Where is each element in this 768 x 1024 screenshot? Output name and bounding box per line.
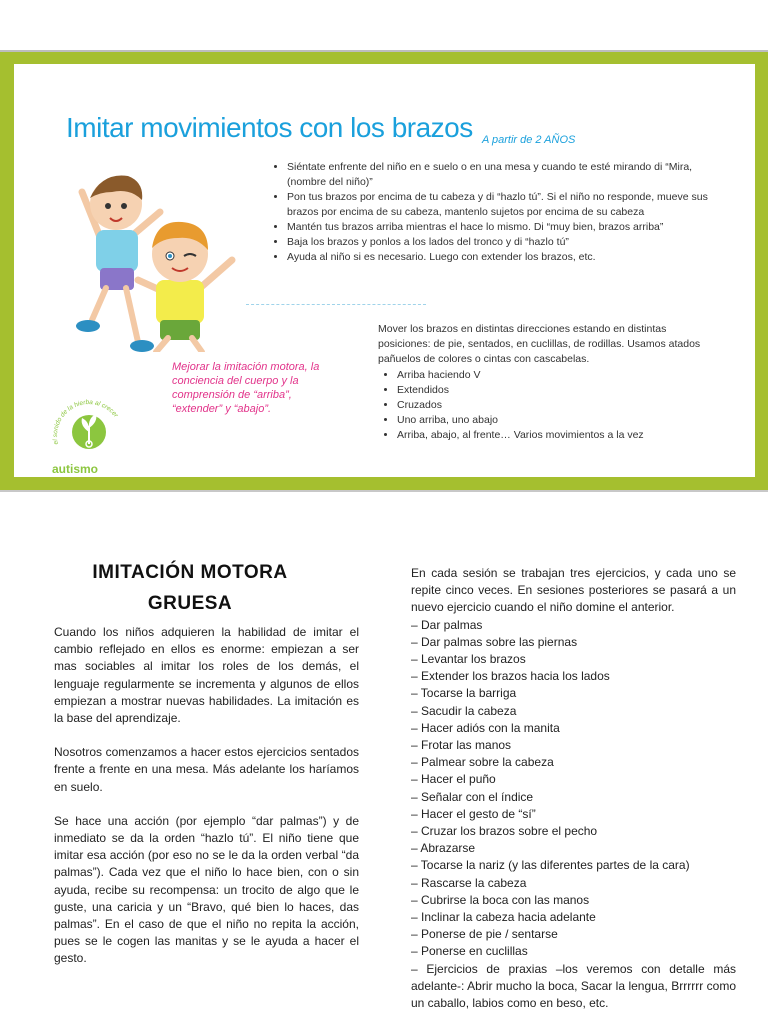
exercise-item: – Hacer el puño — [411, 772, 496, 787]
exercise-item: – Extender los brazos hacia los lados — [411, 669, 610, 684]
exercise-item: – Hacer el gesto de “sí” — [411, 806, 536, 821]
age-tag: A partir de 2 AÑOS — [482, 134, 576, 146]
article-title-line2: GRUESA — [147, 593, 233, 614]
instruction-item: • Pon tus brazos por encima de tu cabeza y di “hazlo tú”. Si el niño no responde, mueve sus brazos por encima de su cabeza, mantenlo sujetos por encima de su cabeza — [287, 190, 717, 220]
exercise-item: – Ponerse de pie / sentarse — [411, 927, 558, 942]
movements-list — [379, 368, 644, 443]
instruction-item: • Mantén tus brazos arriba mientras el hace lo mismo. Di “muy bien, brazos arriba” — [287, 220, 717, 235]
movement-intro: Mover los brazos en distintas direcciones estando en distintas posiciones: de pie, sentados, en cuclillas, de rodillas. Usamos atados pañuelos de colores o cintas con cascabelas. — [378, 323, 701, 365]
exercise-item: – Inclinar la cabeza hacia adelante — [411, 910, 596, 925]
article-title-line1: IMITACIÓN MOTORA — [92, 562, 288, 583]
exercises-list — [411, 617, 736, 961]
exercise-item: – Hacer adiós con la manita — [411, 720, 560, 735]
exercise-item: – Levantar los brazos — [411, 652, 526, 667]
card-title: Imitar movimientos con los brazos — [66, 112, 473, 143]
exercise-item: – Ponerse en cuclillas — [411, 944, 528, 959]
instruction-item: • Siéntate enfrente del niño en e suelo o en una mesa y cuando te esté mirando di “Mira, (nombre del niño)” — [287, 160, 717, 190]
movement-item: • Uno arriba, uno abajo — [397, 413, 644, 428]
autismo-logo — [44, 382, 134, 472]
kid-front — [138, 222, 232, 352]
kid-back — [76, 175, 160, 352]
exercise-item: – Rascarse la cabeza — [411, 875, 527, 890]
exercise-item: – Abrazarse — [411, 841, 476, 856]
logo-wordmark: autismo — [52, 462, 99, 476]
instruction-item: • Ayuda al niño si es necesario. Luego con extender los brazos, etc. — [287, 250, 717, 265]
exercise-item: – Cruzar los brazos sobre el pecho — [411, 824, 598, 839]
article-paragraph: Se hace una acción (por ejemplo “dar palmas”) y de inmediato se da la orden “hazlo tú”. El niño tiene que imitar esa acción (por eso no se le da la orden verbal “da palmas”). Cada vez que el niño lo hace bien, con o sin ayuda, recibe su recompensa: un trocito de algo que le guste, una caricia y un “Bravo, qué bien lo haces, das palmas”. En el caso de que el niño no repita la acción, pues se le cogen las manitas y se le ayuda a hacer el gesto. — [54, 813, 359, 966]
kids-illustration — [52, 162, 252, 352]
exercise-item: – Tocarse la barriga — [411, 686, 517, 701]
activity-card — [0, 52, 768, 490]
instruction-item: • Baja los brazos y ponlos a los lados del tronco y di “hazlo tú” — [287, 235, 717, 250]
article-paragraph: Cuando los niños adquieren la habilidad de imitar el cambio reflejado en ellos es enorme: empiezan a ser mas sociables al imitar los roles de los demás, el lenguaje regularmente se incrementa y algunos de ellos empiezan a mostrar nuevas habilidades. La imitación es la base del aprendizaje. — [54, 625, 359, 726]
article-right-column — [411, 565, 736, 1012]
movement-item: • Arriba haciendo V — [397, 368, 644, 383]
goal-text: Mejorar la imitación motora, la conciencia del cuerpo y la comprensión de “arriba”, “extender” y “abajo”. — [172, 361, 320, 415]
exercises-intro: En cada sesión se trabajan tres ejercicios, y cada uno se repite cinco veces. En sesiones posteriores se pasará a un nuevo ejercicio cuando el niño domine el anterior. — [411, 566, 736, 615]
exercise-item: – Tocarse la nariz (y las diferentes partes de la cara) — [411, 858, 690, 873]
activity-card-body — [14, 64, 755, 477]
exercise-item: – Dar palmas — [411, 617, 483, 632]
exercise-item: – Frotar las manos — [411, 738, 512, 753]
article-paragraph: Nosotros comenzamos a hacer estos ejercicios sentados frente a frente en una mesa. Más adelante los haríamos en suelo. — [54, 745, 359, 794]
instructions-list — [269, 160, 717, 265]
movement-item: • Cruzados — [397, 398, 644, 413]
exercise-item: – Sacudir la cabeza — [411, 703, 517, 718]
article-left-column — [54, 624, 359, 985]
exercise-item-praxias: – Ejercicios de praxias –los veremos con detalle más adelante-: Abrir mucho la boca, Sacar la lengua, Brrrrrr como un caballo, labios como en beso, etc. — [411, 961, 736, 1011]
card-bottom-rule — [0, 490, 768, 492]
article-title — [54, 557, 326, 619]
dashed-divider — [246, 304, 426, 305]
exercise-item: – Palmear sobre la cabeza — [411, 755, 554, 770]
exercise-item: – Señalar con el índice — [411, 789, 534, 804]
logo-arc-text: el sonido de la hierba al crecer — [51, 399, 120, 446]
exercise-item: – Dar palmas sobre las piernas — [411, 634, 578, 649]
movement-item: • Arriba, abajo, al frente… Varios movimientos a la vez — [397, 428, 644, 443]
exercise-item: – Cubrirse la boca con las manos — [411, 892, 590, 907]
movement-item: • Extendidos — [397, 383, 644, 398]
